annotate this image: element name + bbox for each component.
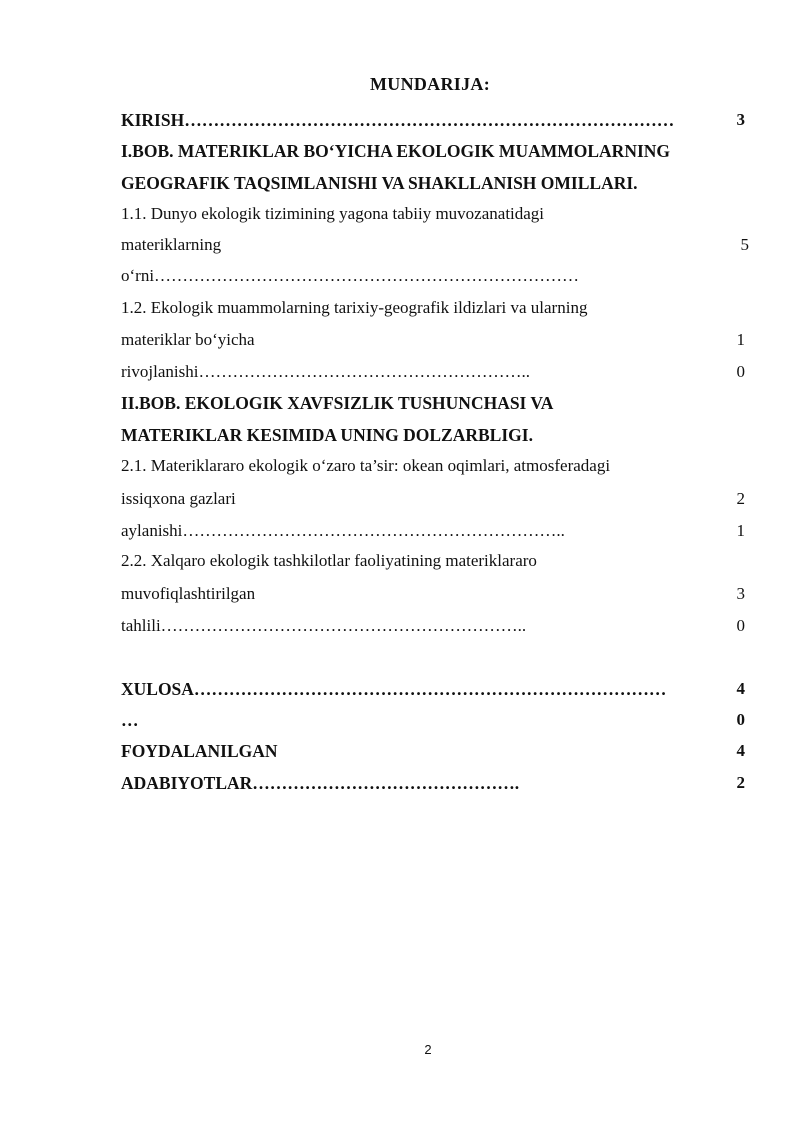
toc-section-1-1-line-1: 1.1. Dunyo ekologik tizimining yagona tabiiy muvozanatidagi [121, 204, 545, 223]
toc-page-number: 0 [736, 616, 745, 635]
toc-section-2-1-line-2: issiqxona gazlari [121, 489, 236, 508]
toc-section-1-1-line-2: materiklarning [121, 235, 222, 254]
toc-page-number: 4 [736, 741, 745, 760]
toc-chapter-2-title-line-2: MATERIKLAR KESIMIDA UNING DOLZARBLIGI. [121, 425, 533, 445]
toc-section-1-2-line-2: materiklar bo‘yicha [121, 330, 255, 349]
toc-page-number: 3 [736, 110, 745, 129]
toc-chapter-2-title-line-1: II.BOB. EKOLOGIK XAVFSIZLIK TUSHUNCHASI VA [121, 393, 554, 413]
toc-section-2-1-line-1: 2.1. Materiklararo ekologik o‘zaro ta’sir: okean oqimlari, atmosferadagi [121, 456, 611, 475]
toc-section-1-2-line-1: 1.2. Ekologik muammolarning tarixiy-geografik ildizlari va ularning [121, 298, 588, 317]
toc-entry-references-line-1: FOYDALANILGAN [121, 741, 278, 761]
toc-title: MUNDARIJA: [370, 74, 490, 94]
toc-page-number: 2 [736, 489, 745, 508]
toc-page-number: 0 [736, 710, 745, 729]
toc-chapter-1-title-line-2: GEOGRAFIK TAQSIMLANISHI VA SHAKLLANISH OMILLARI. [121, 173, 638, 193]
toc-section-2-2-line-1: 2.2. Xalqaro ekologik tashkilotlar faoliyatining materiklararo [121, 551, 537, 570]
toc-page-number: 1 [736, 330, 745, 349]
toc-chapter-1-title-line-1: I.BOB. MATERIKLAR BO‘YICHA EKOLOGIK MUAMMOLARNING [121, 141, 671, 161]
toc-page-number: 3 [736, 584, 745, 603]
toc-entry-kirish: KIRISH………………………………………………………………………… [121, 110, 675, 130]
toc-section-2-2-line-2: muvofiqlashtirilgan [121, 584, 256, 603]
page-number-footer: 2 [424, 1042, 432, 1057]
toc-entry-xulosa-continuation: … [121, 710, 139, 730]
toc-page-number: 4 [736, 679, 745, 698]
toc-section-2-2-line-3: tahlili……………………………………………………….. [121, 616, 527, 635]
toc-entry-references-line-2: ADABIYOTLAR………………………………………. [121, 773, 520, 793]
toc-section-2-1-line-3: aylanishi………………………………………………………….. [121, 521, 565, 540]
toc-section-1-1-line-3: o‘rni………………………………………………………………… [121, 266, 580, 285]
toc-section-1-2-line-3: rivojlanishi………………………………………………….. [121, 362, 530, 381]
toc-page-number: 5 [740, 235, 749, 254]
toc-entry-xulosa: XULOSA……………………………………………………………………… [121, 679, 667, 699]
toc-page-number: 2 [736, 773, 745, 792]
toc-page-number: 1 [736, 521, 745, 540]
toc-page-number: 0 [736, 362, 745, 381]
